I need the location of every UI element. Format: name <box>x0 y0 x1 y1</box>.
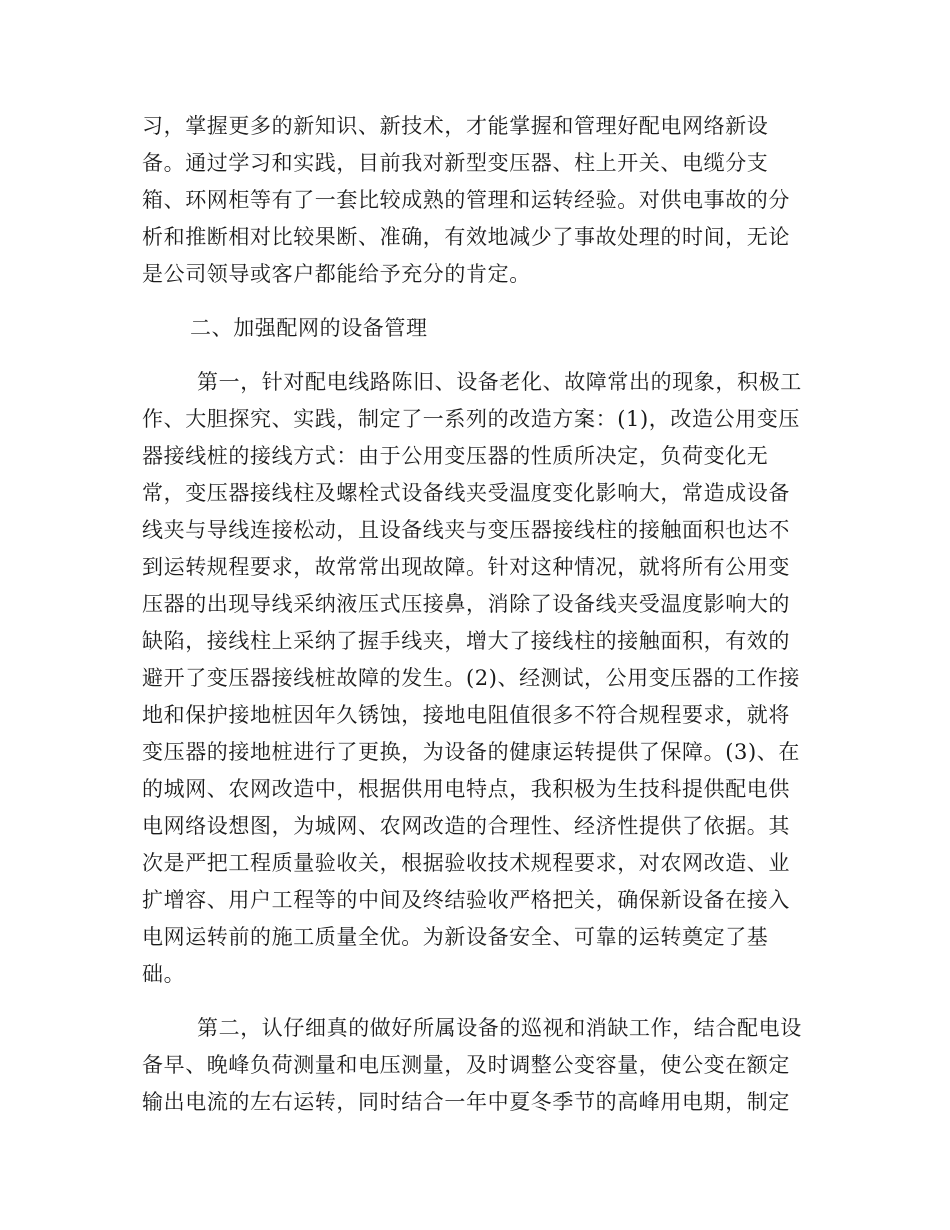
body-text-line: 作、大胆探究、实践，制定了一系列的改造方案：(1)，改造公用变压 <box>142 407 800 431</box>
body-text-line: 析和推断相对比较果断、准确，有效地减少了事故处理的时间，无论 <box>142 225 790 249</box>
body-text-line: 线夹与导线连接松动，且设备线夹与变压器接线柱的接触面积也达不 <box>142 518 790 542</box>
body-text-line: 备。通过学习和实践，目前我对新型变压器、柱上开关、电缆分支 <box>142 151 769 175</box>
body-text-line: 电网络设想图，为城网、农网改造的合理性、经济性提供了依据。其 <box>142 814 790 838</box>
section-heading: 二、加强配网的设备管理 <box>190 316 428 340</box>
body-text-line: 常，变压器接线柱及螺栓式设备线夹受温度变化影响大，常造成设备 <box>142 481 790 505</box>
body-text-line: 第二，认仔细真的做好所属设备的巡视和消缺工作，结合配电设 <box>197 1016 802 1040</box>
body-text-line: 是公司领导或客户都能给予充分的肯定。 <box>142 262 531 286</box>
body-text-line: 习，掌握更多的新知识、新技术，才能掌握和管理好配电网络新设 <box>142 114 769 138</box>
body-text-line: 的城网、农网改造中，根据供用电特点，我积极为生技科提供配电供 <box>142 777 790 801</box>
body-text-line: 地和保护接地桩因年久锈蚀，接地电阻值很多不符合规程要求，就将 <box>142 703 790 727</box>
body-text-line: 避开了变压器接线桩故障的发生。(2)、经测试，公用变压器的工作接 <box>142 666 800 690</box>
body-text-line: 扩增容、用户工程等的中间及终结验收严格把关，确保新设备在接入 <box>142 888 790 912</box>
body-text-line: 缺陷，接线柱上采纳了握手线夹，增大了接线柱的接触面积，有效的 <box>142 629 790 653</box>
body-text-line: 电网运转前的施工质量全优。为新设备安全、可靠的运转奠定了基 <box>142 925 769 949</box>
body-text-line: 第一，针对配电线路陈旧、设备老化、故障常出的现象，积极工 <box>197 370 802 394</box>
body-text-line: 压器的出现导线采纳液压式压接鼻，消除了设备线夹受温度影响大的 <box>142 592 790 616</box>
body-text-line: 器接线桩的接线方式：由于公用变压器的性质所决定，负荷变化无 <box>142 444 769 468</box>
body-text-line: 输出电流的左右运转，同时结合一年中夏冬季节的高峰用电期，制定 <box>142 1090 790 1114</box>
body-text-line: 到运转规程要求，故常常出现故障。针对这种情况，就将所有公用变 <box>142 555 790 579</box>
body-text-line: 次是严把工程质量验收关，根据验收技术规程要求，对农网改造、业 <box>142 851 790 875</box>
body-text-line: 础。 <box>142 962 186 986</box>
body-text-line: 箱、环网柜等有了一套比较成熟的管理和运转经验。对供电事故的分 <box>142 188 790 212</box>
body-text-line: 变压器的接地桩进行了更换，为设备的健康运转提供了保障。(3)、在 <box>142 740 800 764</box>
body-text-line: 备早、晚峰负荷测量和电压测量，及时调整公变容量，使公变在额定 <box>142 1053 790 1077</box>
